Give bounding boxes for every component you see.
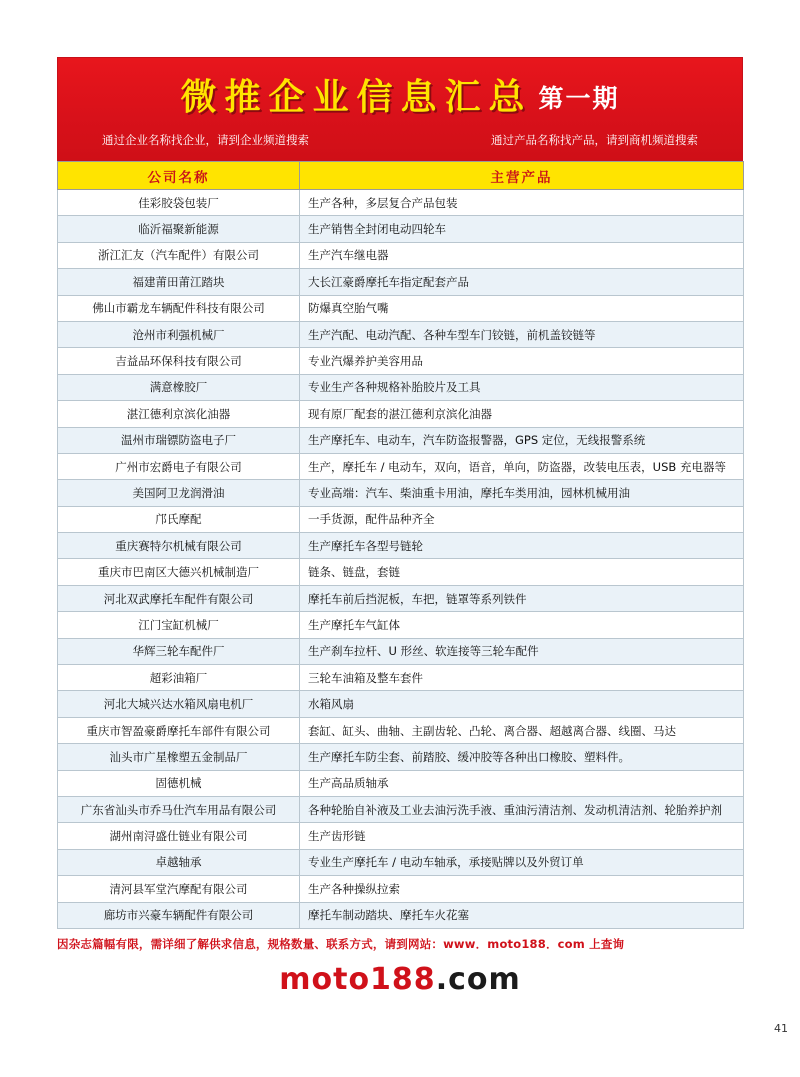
cell-main-product: 大长江豪爵摩托车指定配套产品 (300, 269, 744, 295)
cell-main-product: 各种轮胎自补液及工业去油污洗手液、重油污清洁剂、发动机清洁剂、轮胎养护剂 (300, 796, 744, 822)
cell-company-name: 清河县军堂汽摩配有限公司 (58, 876, 300, 902)
cell-company-name: 重庆市智盈豪爵摩托车部件有限公司 (58, 717, 300, 743)
table-row (58, 823, 744, 849)
banner-title (58, 74, 742, 118)
cell-main-product: 生产，摩托车 / 电动车，双向，语音，单向，防盗器，改装电压表，USB 充电器等 (300, 453, 744, 479)
table-row (58, 691, 744, 717)
cell-main-product: 一手货源，配件品种齐全 (300, 506, 744, 532)
table-row (58, 506, 744, 532)
cell-main-product: 生产摩托车、电动车，汽车防盗报警器，GPS 定位，无线报警系统 (300, 427, 744, 453)
table-row (58, 374, 744, 400)
cell-company-name: 固德机械 (58, 770, 300, 796)
table-row (58, 638, 744, 664)
table-row (58, 427, 744, 453)
table-row (58, 242, 744, 268)
cell-main-product: 生产摩托车气缸体 (300, 612, 744, 638)
cell-company-name: 重庆赛特尔机械有限公司 (58, 533, 300, 559)
table-row (58, 348, 744, 374)
table-row (58, 401, 744, 427)
table-row (58, 533, 744, 559)
cell-company-name: 广州市宏爵电子有限公司 (58, 453, 300, 479)
cell-company-name: 超彩油箱厂 (58, 665, 300, 691)
table-row (58, 849, 744, 875)
cell-main-product: 专业汽爆养护美容用品 (300, 348, 744, 374)
table-row (58, 559, 744, 585)
cell-company-name: 江门宝缸机械厂 (58, 612, 300, 638)
cell-main-product: 生产摩托车各型号链轮 (300, 533, 744, 559)
cell-company-name: 邝氏摩配 (58, 506, 300, 532)
cell-company-name: 广东省汕头市乔马仕汽车用品有限公司 (58, 796, 300, 822)
table-row (58, 744, 744, 770)
table-row (58, 295, 744, 321)
cell-company-name: 河北双武摩托车配件有限公司 (58, 585, 300, 611)
cell-main-product: 生产汽配、电动汽配、各种车型车门铰链，前机盖铰链等 (300, 321, 744, 347)
cell-company-name: 美国阿卫龙润滑油 (58, 480, 300, 506)
brand-name: moto188 (279, 961, 436, 997)
cell-company-name: 廊坊市兴豪车辆配件有限公司 (58, 902, 300, 928)
column-header-product: 主营产品 (300, 162, 744, 190)
cell-main-product: 套缸、缸头、曲轴、主副齿轮、凸轮、离合器、超越离合器、线圈、马达 (300, 717, 744, 743)
cell-main-product: 专业生产各种规格补胎胶片及工具 (300, 374, 744, 400)
page-number: 41 (774, 1022, 788, 1035)
cell-main-product: 三轮车油箱及整车套件 (300, 665, 744, 691)
banner-hint-left: 通过企业名称找企业，请到企业频道搜索 (102, 133, 309, 147)
table-row (58, 190, 744, 216)
table-row (58, 612, 744, 638)
cell-main-product: 生产销售全封闭电动四轮车 (300, 216, 744, 242)
brand-tld: .com (435, 961, 521, 997)
cell-company-name: 佛山市霸龙车辆配件科技有限公司 (58, 295, 300, 321)
cell-company-name: 吉益品环保科技有限公司 (58, 348, 300, 374)
cell-main-product: 摩托车前后挡泥板，车把，链罩等系列铁件 (300, 585, 744, 611)
cell-company-name: 汕头市广星橡塑五金制品厂 (58, 744, 300, 770)
cell-company-name: 重庆市巴南区大德兴机械制造厂 (58, 559, 300, 585)
cell-main-product: 现有原厂配套的湛江德利京滨化油器 (300, 401, 744, 427)
table-row (58, 216, 744, 242)
cell-company-name: 河北大城兴达水箱风扇电机厂 (58, 691, 300, 717)
cell-company-name: 临沂福聚新能源 (58, 216, 300, 242)
cell-main-product: 生产各种操纵拉索 (300, 876, 744, 902)
cell-company-name: 湛江德利京滨化油器 (58, 401, 300, 427)
table-row (58, 480, 744, 506)
cell-company-name: 佳彩胶袋包装厂 (58, 190, 300, 216)
table-row (58, 665, 744, 691)
table-row (58, 717, 744, 743)
table-row (58, 453, 744, 479)
cell-main-product: 防爆真空胎气嘴 (300, 295, 744, 321)
cell-main-product: 生产汽车继电器 (300, 242, 744, 268)
table-row (58, 876, 744, 902)
table-header-row (58, 162, 744, 190)
column-header-company: 公司名称 (58, 162, 300, 190)
red-banner (57, 57, 743, 161)
cell-company-name: 福建莆田莆江踏块 (58, 269, 300, 295)
banner-title-main: 微推企业信息汇总 (180, 77, 533, 118)
banner-title-issue: 第一期 (538, 84, 620, 113)
content-sheet (57, 57, 743, 997)
banner-hint-right: 通过产品名称找产品，请到商机频道搜索 (491, 133, 698, 147)
table-row (58, 902, 744, 928)
cell-main-product: 水箱风扇 (300, 691, 744, 717)
cell-main-product: 生产齿形链 (300, 823, 744, 849)
cell-main-product: 生产各种，多层复合产品包装 (300, 190, 744, 216)
cell-main-product: 摩托车制动踏块、摩托车火花塞 (300, 902, 744, 928)
footer-note: 因杂志篇幅有限，需详细了解供求信息，规格数量、联系方式，请到网站：www．moto188．com 上查询 (57, 936, 625, 951)
cell-main-product: 生产高品质轴承 (300, 770, 744, 796)
cell-company-name: 华辉三轮车配件厂 (58, 638, 300, 664)
cell-main-product: 生产刹车拉杆、U 形丝、软连接等三轮车配件 (300, 638, 744, 664)
cell-company-name: 浙江汇友（汽车配件）有限公司 (58, 242, 300, 268)
cell-company-name: 满意橡胶厂 (58, 374, 300, 400)
site-brand (57, 962, 743, 997)
cell-company-name: 沧州市利强机械厂 (58, 321, 300, 347)
company-table (57, 161, 744, 929)
cell-company-name: 温州市瑞镖防盗电子厂 (58, 427, 300, 453)
table-row (58, 585, 744, 611)
cell-main-product: 链条、链盘，套链 (300, 559, 744, 585)
cell-main-product: 专业生产摩托车 / 电动车轴承，承接贴牌以及外贸订单 (300, 849, 744, 875)
table-row (58, 321, 744, 347)
table-row (58, 796, 744, 822)
table-body (58, 190, 744, 929)
cell-company-name: 卓越轴承 (58, 849, 300, 875)
banner-hints (58, 118, 742, 150)
table-row (58, 269, 744, 295)
cell-main-product: 生产摩托车防尘套、前踏胶、缓冲胶等各种出口橡胶、塑料件。 (300, 744, 744, 770)
cell-main-product: 专业高端：汽车、柴油重卡用油，摩托车类用油，园林机械用油 (300, 480, 744, 506)
cell-company-name: 湖州南浔盛仕链业有限公司 (58, 823, 300, 849)
table-row (58, 770, 744, 796)
